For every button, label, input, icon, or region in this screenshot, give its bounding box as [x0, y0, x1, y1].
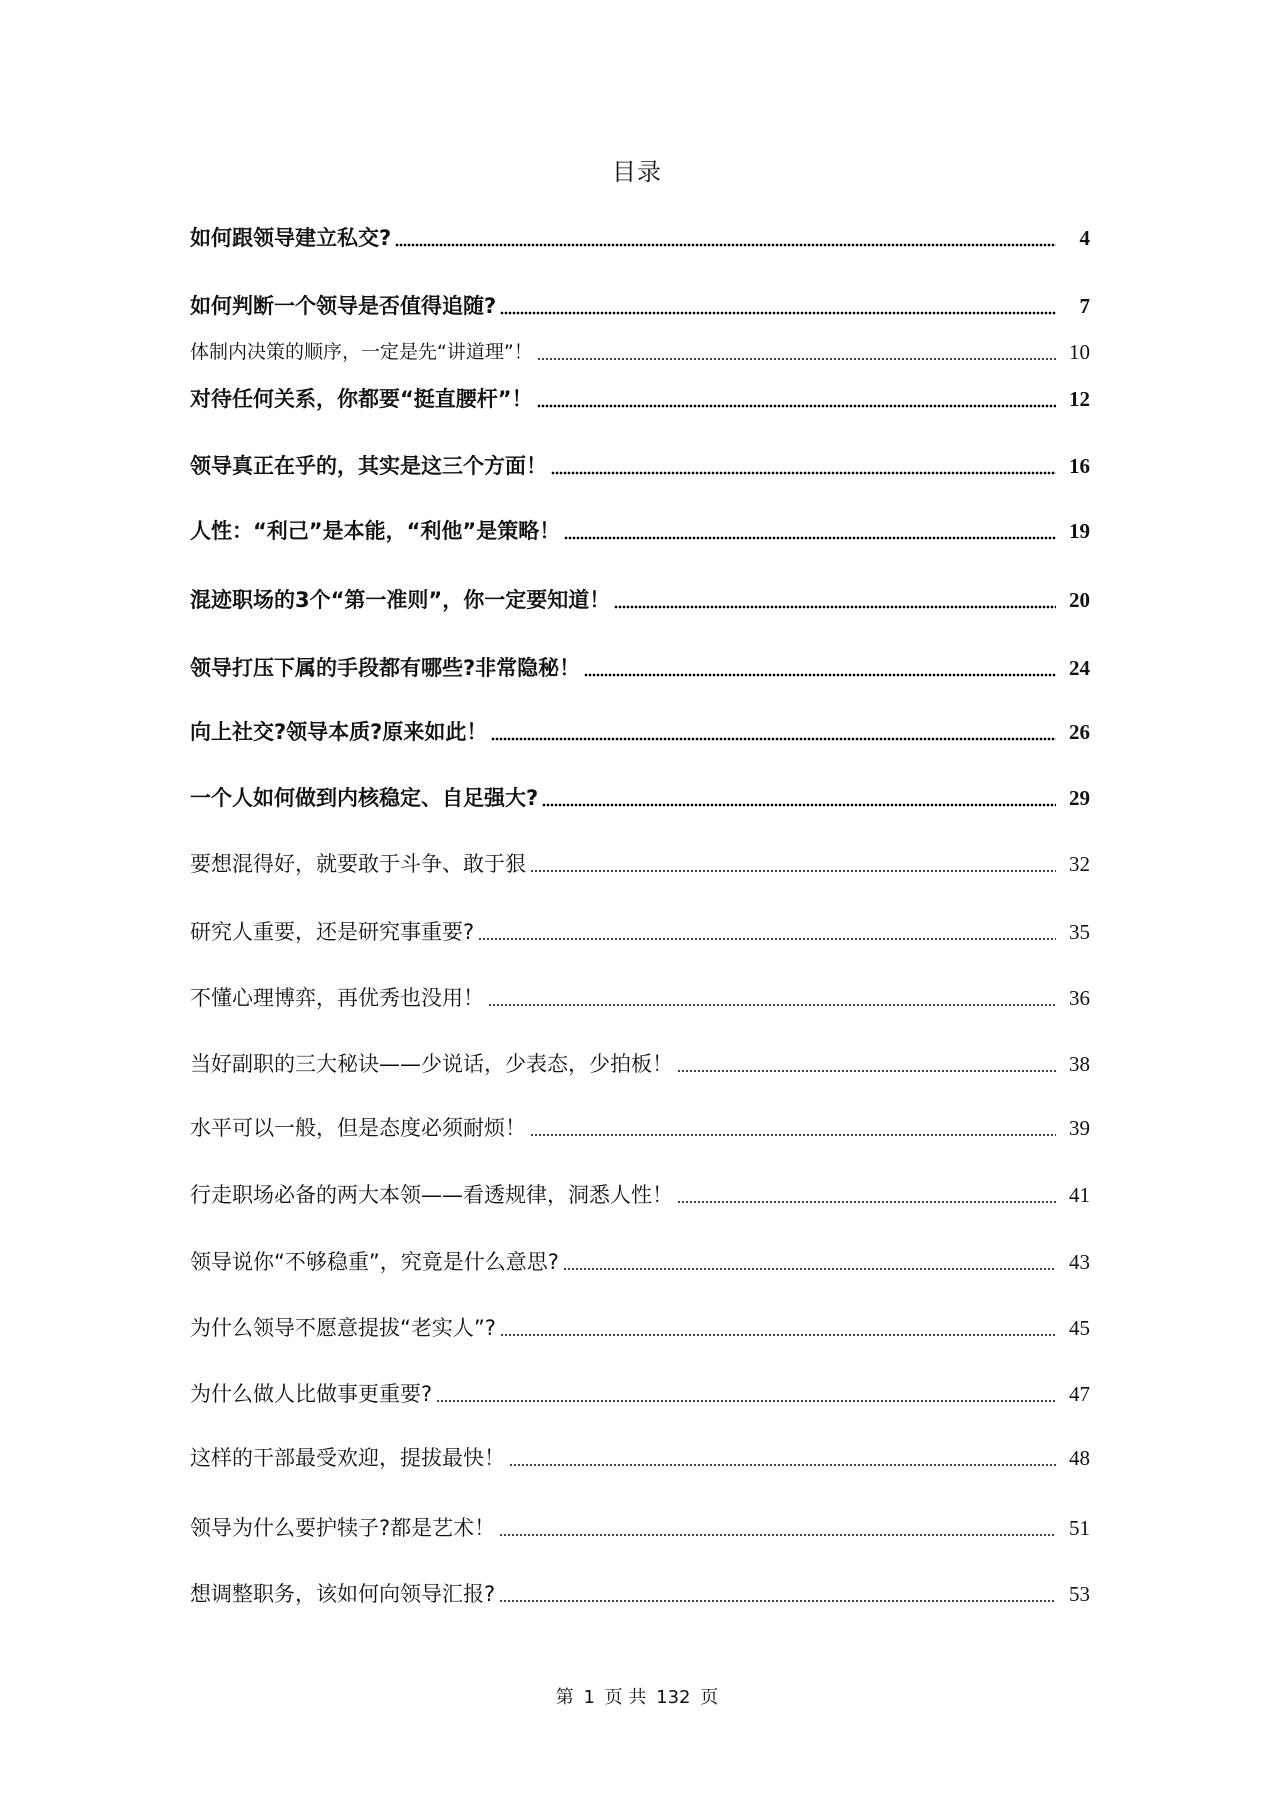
- toc-entry[interactable]: [190, 912, 1090, 952]
- dot-leader: [499, 1519, 1056, 1537]
- dot-leader: [509, 1449, 1056, 1467]
- toc-entry[interactable]: [190, 446, 1090, 486]
- toc-entry-title: 想调整职务，该如何向领导汇报?: [190, 1582, 496, 1606]
- dot-leader: [499, 1585, 1056, 1603]
- toc-entry-page-number: 32: [1069, 852, 1090, 876]
- toc-entry-title: 人性：“利己”是本能，“利他”是策略！: [190, 519, 561, 543]
- toc-entry-page-number: 43: [1069, 1250, 1090, 1274]
- toc-entry[interactable]: [190, 1175, 1090, 1215]
- toc-entry-page-number: 36: [1069, 986, 1090, 1010]
- dot-leader: [677, 1055, 1056, 1073]
- toc-entry-title: 领导真正在乎的，其实是这三个方面！: [190, 454, 547, 478]
- toc-entry-page-number: 16: [1069, 454, 1090, 478]
- dot-leader: [500, 1319, 1056, 1337]
- toc-entry[interactable]: [190, 1044, 1090, 1084]
- toc-entry-title: 研究人重要，还是研究事重要?: [190, 920, 475, 944]
- toc-entry-title: 一个人如何做到内核稳定、自足强大?: [190, 786, 539, 810]
- footer-total-pages: 132: [656, 1687, 691, 1708]
- toc-entry-title: 为什么做人比做事更重要?: [190, 1382, 433, 1406]
- dot-leader: [542, 789, 1056, 807]
- toc-entry-title: 体制内决策的顺序，一定是先“讲道理”！: [190, 341, 533, 363]
- toc-entry-title: 如何判断一个领导是否值得追随?: [190, 294, 497, 318]
- toc-entry-page-number: 24: [1069, 656, 1090, 680]
- dot-leader: [537, 390, 1056, 408]
- toc-entry-page-number: 26: [1069, 720, 1090, 744]
- toc-entry[interactable]: [190, 332, 1090, 372]
- dot-leader: [564, 522, 1056, 540]
- toc-entry-title: 领导为什么要护犊子?都是艺术！: [190, 1516, 496, 1540]
- toc-entry-page-number: 20: [1069, 588, 1090, 612]
- footer-current-page: 1: [583, 1687, 595, 1708]
- toc-entry-page-number: 48: [1069, 1446, 1090, 1470]
- toc-entry[interactable]: [190, 379, 1090, 419]
- dot-leader: [488, 989, 1056, 1007]
- toc-entry[interactable]: [190, 218, 1090, 258]
- toc-entry-title: 领导打压下属的手段都有哪些?非常隐秘！: [190, 656, 581, 680]
- toc-entry-title: 水平可以一般，但是态度必须耐烦！: [190, 1116, 526, 1140]
- dot-leader: [530, 855, 1056, 873]
- toc-entry-page-number: 19: [1069, 519, 1090, 543]
- toc-entry[interactable]: [190, 648, 1090, 688]
- toc-title: 目录: [612, 158, 662, 186]
- toc-entry-title: 领导说你“不够稳重”，究竟是什么意思?: [190, 1250, 559, 1274]
- toc-entry[interactable]: [190, 844, 1090, 884]
- toc-entry-title: 混迹职场的3个“第一准则”，你一定要知道！: [190, 588, 611, 612]
- dot-leader: [500, 297, 1056, 315]
- toc-entry-page-number: 39: [1069, 1116, 1090, 1140]
- toc-entry[interactable]: [190, 1574, 1090, 1614]
- toc-entry-title: 为什么领导不愿意提拔“老实人”?: [190, 1316, 496, 1340]
- toc-entry-page-number: 41: [1069, 1183, 1090, 1207]
- toc-entry-page-number: 53: [1069, 1582, 1090, 1606]
- dot-leader: [436, 1385, 1056, 1403]
- toc-entry[interactable]: [190, 1374, 1090, 1414]
- footer-middle: 页 共: [604, 1687, 647, 1708]
- dot-leader: [614, 591, 1056, 609]
- dot-leader: [395, 229, 1056, 247]
- toc-entry[interactable]: [190, 1308, 1090, 1348]
- toc-entry-page-number: 29: [1069, 786, 1090, 810]
- toc-entry-title: 向上社交?领导本质?原来如此！: [190, 720, 488, 744]
- footer-suffix: 页: [700, 1687, 719, 1708]
- toc-entry[interactable]: [190, 978, 1090, 1018]
- footer-prefix: 第: [555, 1687, 574, 1708]
- toc-entry-title: 对待任何关系，你都要“挺直腰杆”！: [190, 387, 533, 411]
- dot-leader: [530, 1119, 1056, 1137]
- toc-entry-page-number: 12: [1069, 387, 1090, 411]
- toc-entry-title: 要想混得好，就要敢于斗争、敢于狠: [190, 852, 526, 876]
- toc-entry-title: 如何跟领导建立私交?: [190, 226, 392, 250]
- dot-leader: [491, 723, 1056, 741]
- toc-entry[interactable]: [190, 580, 1090, 620]
- toc-entry-page-number: 10: [1069, 340, 1090, 364]
- dot-leader: [677, 1186, 1056, 1204]
- toc-entry-page-number: 35: [1069, 920, 1090, 944]
- toc-entry[interactable]: [190, 286, 1090, 326]
- toc-entry-page-number: 45: [1069, 1316, 1090, 1340]
- toc-entry-page-number: 7: [1079, 294, 1090, 318]
- dot-leader: [563, 1253, 1056, 1271]
- toc-entry-page-number: 47: [1069, 1382, 1090, 1406]
- toc-entry[interactable]: [190, 712, 1090, 752]
- toc-entry-title: 行走职场必备的两大本领——看透规律，洞悉人性！: [190, 1183, 673, 1207]
- toc-entry[interactable]: [190, 778, 1090, 818]
- toc-entry-page-number: 38: [1069, 1052, 1090, 1076]
- page-footer: [0, 1686, 1274, 1710]
- toc-entry-title: 当好副职的三大秘诀——少说话，少表态，少拍板！: [190, 1052, 673, 1076]
- toc-entry[interactable]: [190, 1108, 1090, 1148]
- toc-entry-title: 这样的干部最受欢迎，提拔最快！: [190, 1446, 505, 1470]
- dot-leader: [584, 659, 1056, 677]
- toc-entry[interactable]: [190, 1438, 1090, 1478]
- toc-entry-title: 不懂心理博弈，再优秀也没用！: [190, 986, 484, 1010]
- toc-entry[interactable]: [190, 1508, 1090, 1548]
- toc-entry[interactable]: [190, 1242, 1090, 1282]
- toc-entry[interactable]: [190, 511, 1090, 551]
- toc-entry-page-number: 51: [1069, 1516, 1090, 1540]
- toc-entry-page-number: 4: [1079, 226, 1090, 250]
- dot-leader: [537, 343, 1056, 361]
- dot-leader: [478, 923, 1056, 941]
- dot-leader: [551, 457, 1056, 475]
